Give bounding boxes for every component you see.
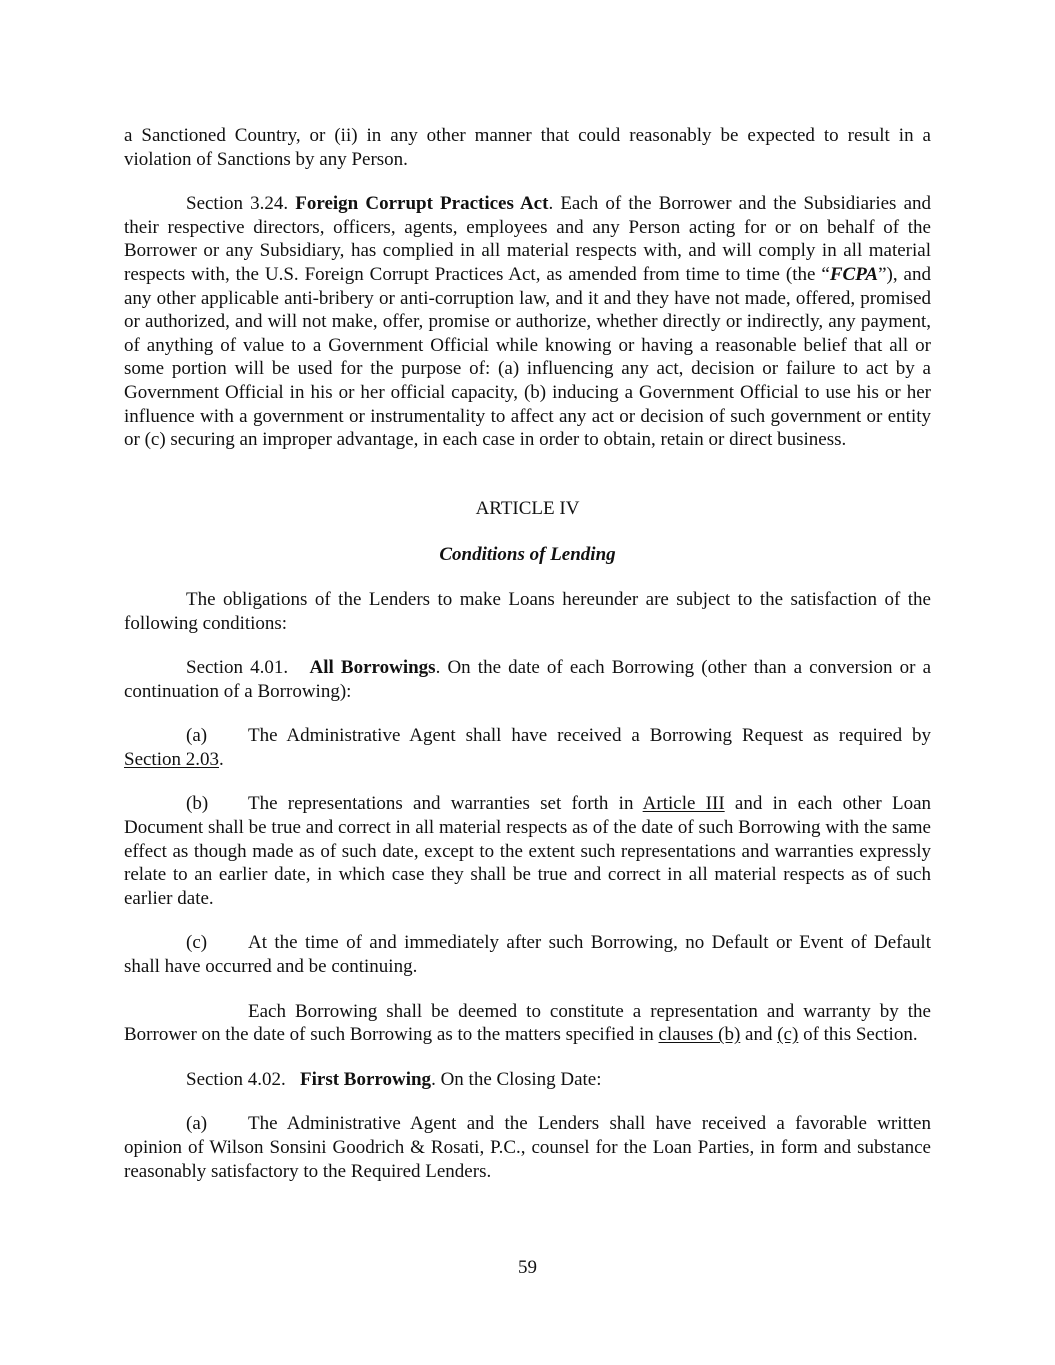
- section-title: Foreign Corrupt Practices Act: [295, 193, 549, 215]
- clause-label: (c): [186, 932, 208, 954]
- cross-reference-clause-c[interactable]: (c): [777, 1024, 799, 1046]
- section-body: . On the date of each Borrowing (other than a conversion or a continuation of a Borrowing):: [124, 657, 932, 702]
- defined-term: FCPA: [829, 263, 879, 285]
- clause-4-01-c: [124, 931, 931, 978]
- clause-text-cont: and in each other Loan Document shall be true and correct in all material respects as of the date of such Borrowing with the same effect as though made as of such date, except to the extent such representations and warranties expressly relate to an earlier date, in which case they shall be true and correct in all material respects as of such earlier date.: [124, 793, 932, 909]
- clause-label: (a): [186, 1113, 208, 1135]
- closing-text-and: and: [740, 1024, 778, 1046]
- clause-end: .: [219, 748, 224, 770]
- cross-reference-article-iii[interactable]: Article III: [642, 793, 725, 815]
- section-title: All Borrowings: [309, 657, 436, 679]
- section-number: Section 3.24.: [186, 193, 289, 215]
- paragraph-sanctions-continuation: a Sanctioned Country, or (ii) in any other manner that could reasonably be expected to result in a violation of Sanctions by any Person.: [124, 125, 931, 170]
- section-body-cont: ”), and any other applicable anti-bribery or anti-corruption law, and it and they have not made, offered, promised or authorized, and will not make, offer, promise or authorize, whether directly or indirectly, any payment, of anything of value to a Government Official while knowing or having a reasonable belief that all or some portion will be used for the purpose of: (a) influencing any act, decision or failure to act by a Government Official in his or her official capacity, (b) inducing a Government Official to use his or her influence with a government or instrumentality to affect any act or decision of such government or entity or (c) securing an improper advantage, in each case in order to obtain, retain or direct business.: [124, 263, 931, 451]
- closing-text: Each Borrowing shall be deemed to constitute a representation and warranty by the Borrower on the date of such Borrowing as to the matters specified in: [124, 1000, 931, 1046]
- clause-4-02-a: [124, 1112, 931, 1183]
- section-body: . Each of the Borrower and the Subsidiaries and their respective directors, officers, agents, employees and any Person acting for or on behalf of the Borrower or any Subsidiary, has complied in all material respects with, and will comply in all material respects with, the U.S. Foreign Corrupt Practices Act, as amended from time to time (the “: [124, 193, 932, 285]
- section-4-02: [124, 1068, 931, 1092]
- article-subheading: Conditions of Lending: [439, 544, 616, 566]
- section-number: Section 4.02.: [186, 1068, 286, 1090]
- section-4-01: [124, 656, 931, 703]
- section-title: First Borrowing: [300, 1068, 432, 1090]
- clause-text: The Administrative Agent and the Lenders shall have received a favorable written opinion of Wilson Sonsini Goodrich & Rosati, P.C., counsel for the Loan Parties, in form and substance reasonably satisfactory to the Required Lenders.: [124, 1113, 931, 1182]
- closing-text-end: of this Section.: [798, 1024, 918, 1046]
- clause-label: (a): [186, 725, 208, 747]
- clause-text: The representations and warranties set forth in: [248, 793, 643, 815]
- article-heading: ARTICLE IV: [475, 497, 580, 519]
- article-intro: The obligations of the Lenders to make Loans hereunder are subject to the satisfaction of the following conditions:: [124, 588, 931, 634]
- section-body: . On the Closing Date:: [431, 1068, 602, 1090]
- section-number: Section 4.01.: [186, 657, 289, 679]
- document-page: [124, 124, 931, 1183]
- section-3-24: [124, 192, 931, 452]
- clause-4-01-a: [124, 724, 931, 771]
- clause-text: At the time of and immediately after such Borrowing, no Default or Event of Default shall have occurred and be continuing.: [124, 932, 931, 978]
- clause-text: The Administrative Agent shall have received a Borrowing Request as required by: [248, 725, 931, 747]
- clause-4-01-b: [124, 792, 931, 910]
- page-number: 59: [518, 1257, 537, 1278]
- clause-label: (b): [186, 793, 209, 815]
- cross-reference-section-2-03[interactable]: Section 2.03: [124, 748, 219, 770]
- cross-reference-clause-b[interactable]: clauses (b): [658, 1024, 741, 1046]
- section-4-01-closing: [124, 1000, 931, 1047]
